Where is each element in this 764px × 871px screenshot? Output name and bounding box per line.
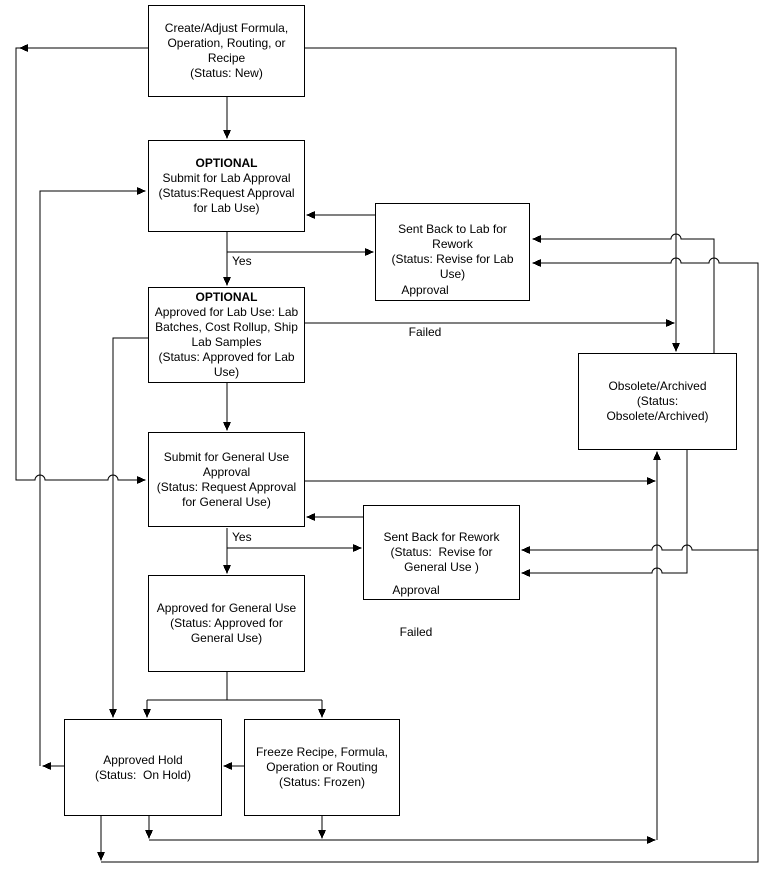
node-text-line: Lab Samples (191, 335, 262, 349)
node-text-line: General Use) (190, 631, 263, 645)
node-freeze (244, 719, 400, 816)
node-text-line: Freeze Recipe, Formula, (255, 745, 389, 759)
node-text-line: OPTIONAL (195, 156, 258, 170)
node-submit-general (148, 432, 305, 527)
node-text-line: Sent Back for Rework (383, 530, 500, 544)
node-text-line: Submit for Lab Approval (162, 171, 291, 185)
node-text-line: (Status: Frozen) (278, 775, 366, 789)
node-text-line: Recipe (207, 51, 246, 65)
node-text-line: Approved for Lab Use: Lab (154, 305, 299, 319)
node-text-line: Create/Adjust Formula, (164, 21, 289, 35)
node-text-line: Approved Hold (103, 752, 183, 767)
node-text-line: (Status: Approved for Lab (158, 350, 295, 364)
edge-label-gen-yes: Yes (232, 530, 252, 544)
edge-label-lab-approval-failed: Approval Failed (401, 283, 449, 339)
node-text-line: Approved for General Use (156, 601, 297, 615)
node-text-line: Approval (202, 464, 251, 479)
node-text-line: Submit for General Use (163, 449, 290, 464)
node-text-line: for Lab Use) (193, 201, 260, 215)
node-text-line: (Status: Request Approval (156, 479, 297, 494)
node-text-line: (Status: (636, 394, 679, 408)
node-text-line: Use) (439, 267, 466, 281)
node-text-line: OPTIONAL (195, 290, 258, 304)
node-text-line: (Status:Request Approval (158, 186, 295, 200)
node-text-line: (Status: On Hold) (94, 767, 192, 782)
node-text-line: (Status: Revise for Lab (391, 252, 514, 266)
node-approved-lab (148, 287, 305, 383)
node-text-line: Batches, Cost Rollup, Ship (155, 320, 298, 334)
node-obsolete (578, 353, 737, 450)
node-text-line: (Status: Approved for (170, 616, 283, 630)
node-approved-hold (64, 719, 222, 816)
node-create-adjust (148, 5, 305, 97)
node-text-line: (Status: Revise for (390, 545, 493, 559)
node-approved-general (148, 575, 305, 672)
node-text-line: for General Use) (182, 494, 271, 509)
node-text-line: Operation or Routing (266, 760, 378, 774)
node-text-line: Rework (432, 237, 473, 251)
node-text-line: Sent Back to Lab for (398, 222, 507, 236)
edge-label-gen-approval-failed: Approval Failed (392, 583, 440, 639)
node-text-line: Operation, Routing, or (167, 36, 286, 50)
node-text-line: General Use ) (404, 560, 479, 574)
node-text-line: Obsolete/Archived) (606, 409, 709, 423)
node-text-line: Use) (213, 365, 240, 379)
node-submit-lab (148, 140, 305, 232)
edge-label-lab-yes: Yes (232, 254, 252, 268)
node-text-line: Obsolete/Archived (608, 379, 707, 393)
node-text-line: (Status: New) (190, 66, 263, 80)
